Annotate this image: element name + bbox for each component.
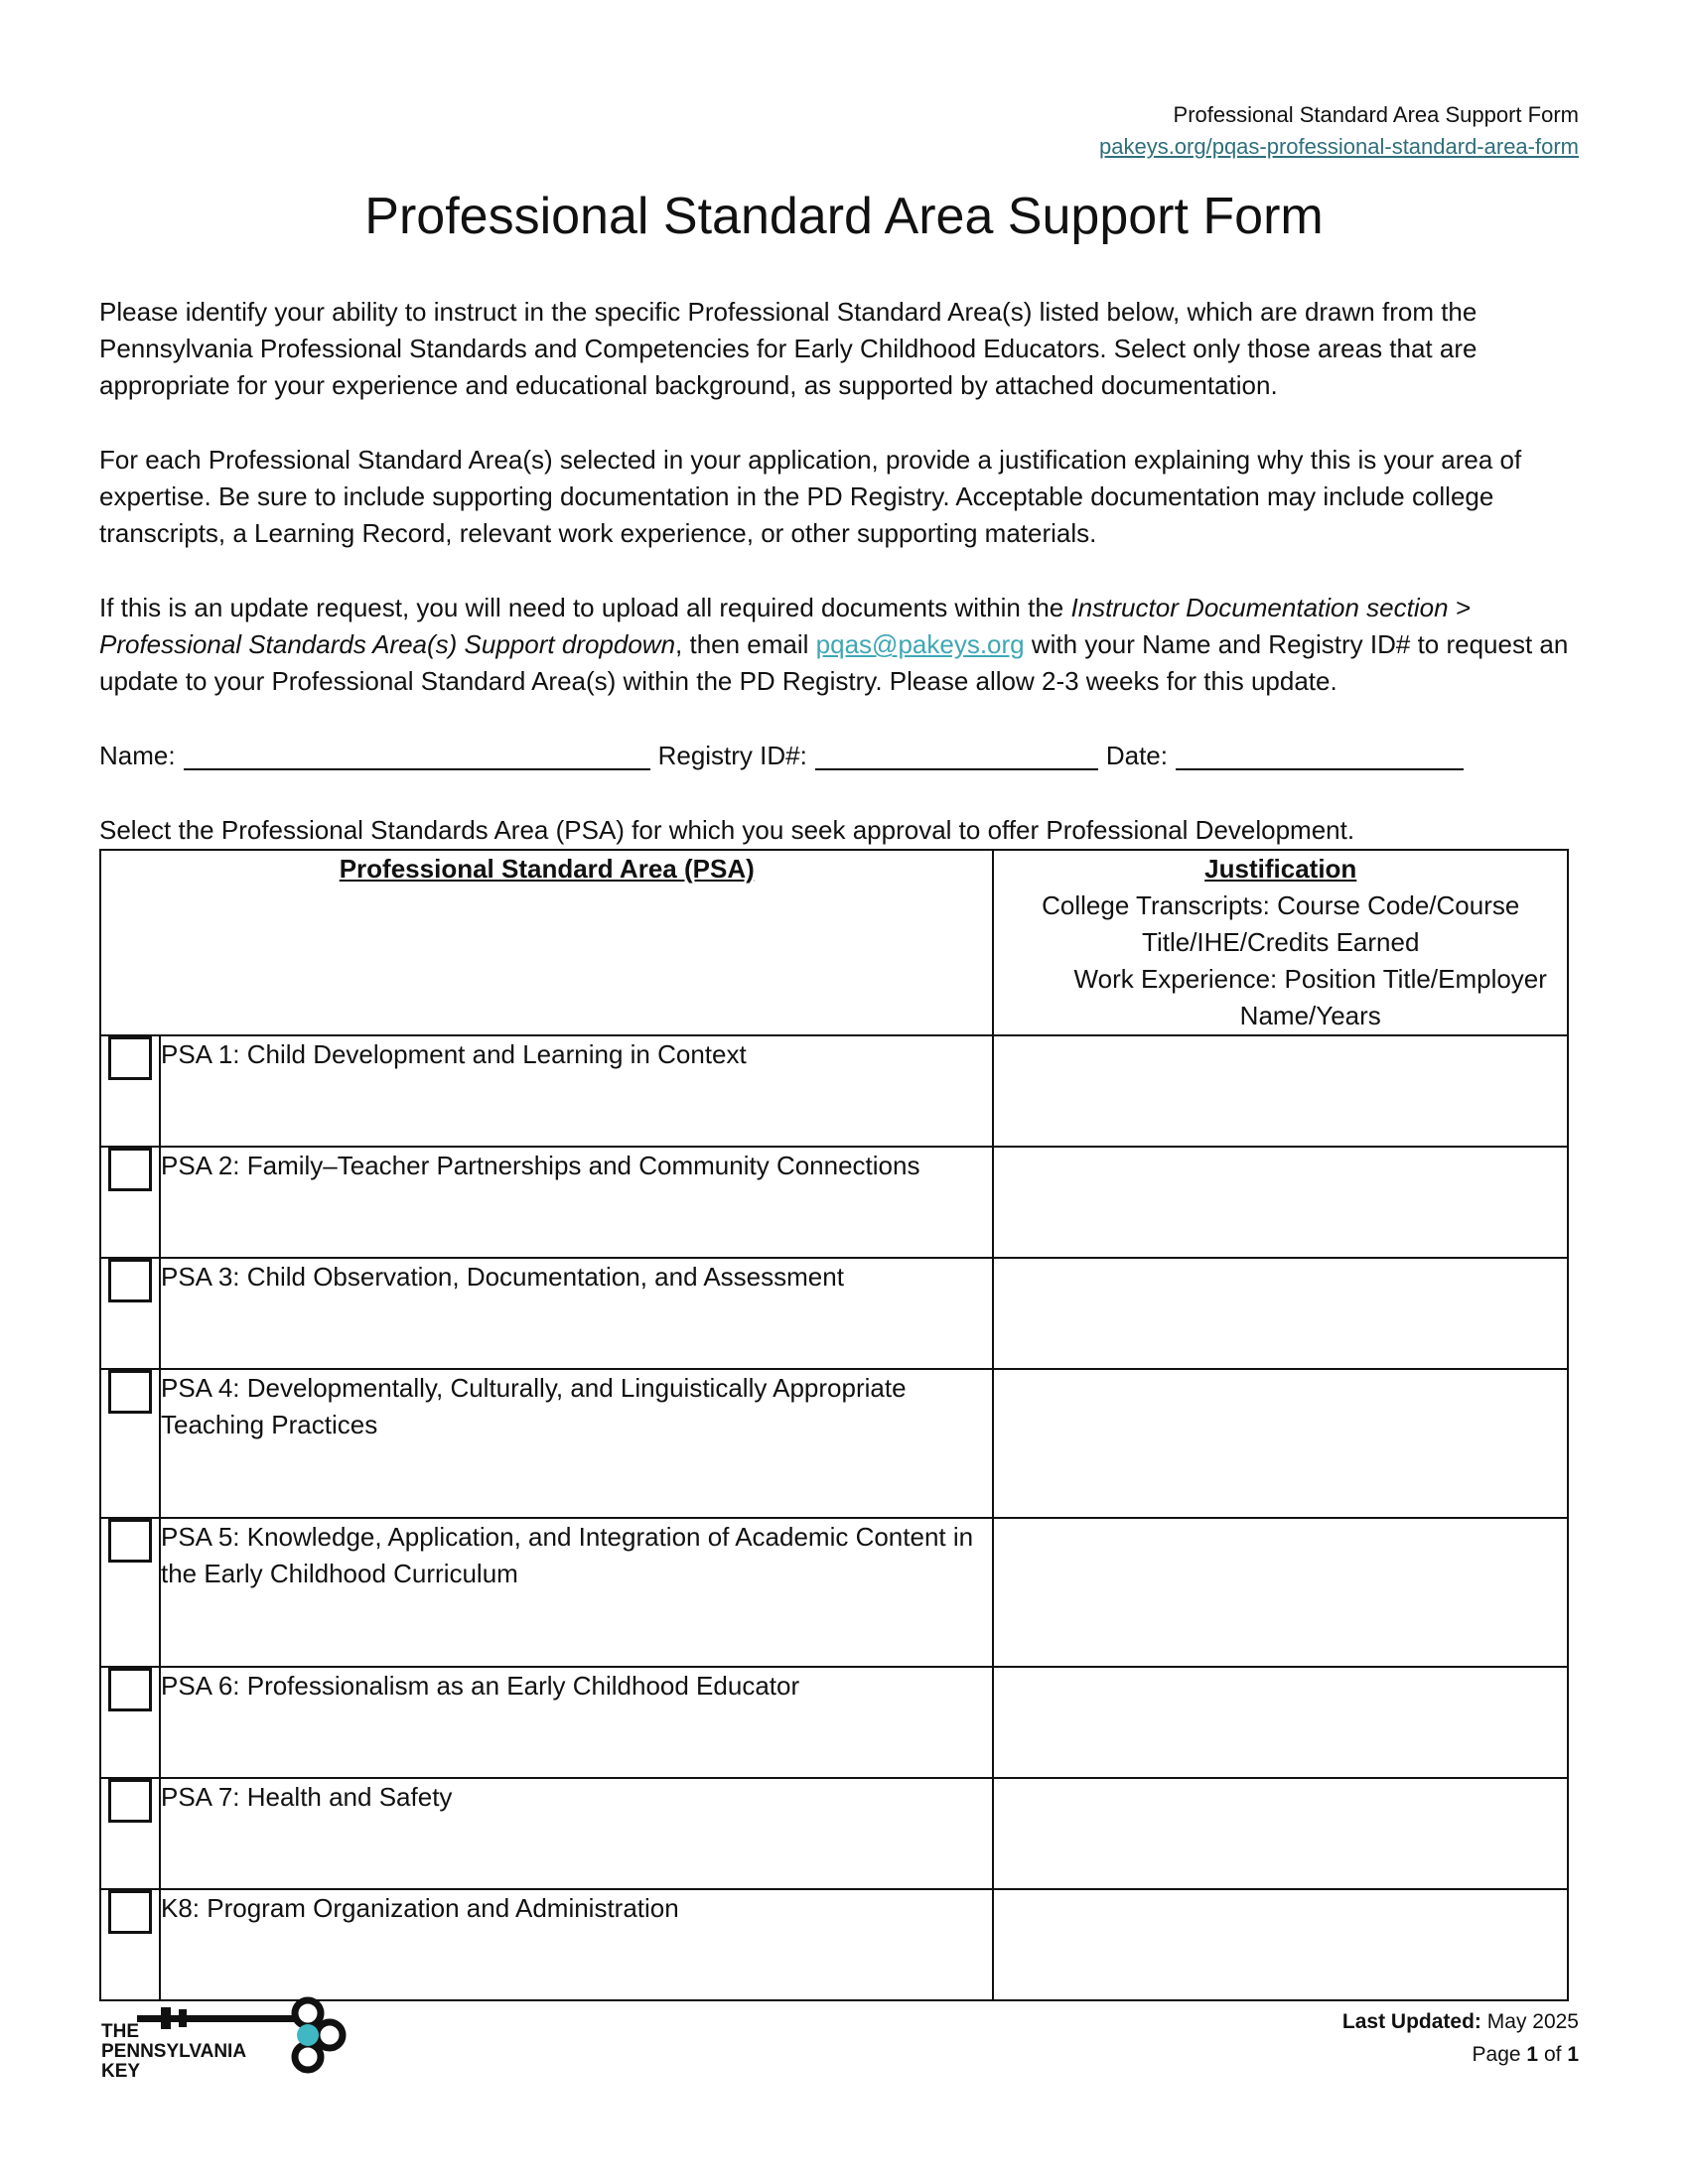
table-row (100, 1667, 1568, 1778)
psa-3-justification-cell[interactable] (993, 1258, 1568, 1369)
update-text-italic: Instructor Documentation section > Professional Standards Area(s) Support dropdown (99, 593, 1471, 659)
page-word: Page (1472, 2043, 1521, 2066)
page-total: 1 (1567, 2043, 1579, 2066)
psa-1-justification-cell[interactable] (993, 1035, 1568, 1147)
date-label: Date: (1105, 741, 1168, 770)
logo-text-pennsylvania: PENNSYLVANIA (101, 2041, 247, 2062)
psa-3-label: PSA 3: Child Observation, Documentation, and Assessment (160, 1258, 993, 1369)
psa-2-checkbox[interactable] (108, 1148, 152, 1191)
update-text-2: , then email (675, 629, 816, 659)
registry-id-label: Registry ID#: (657, 741, 807, 770)
psa-4-justification-cell[interactable] (993, 1369, 1568, 1518)
psa-4-label: PSA 4: Developmentally, Culturally, and Linguistically Appropriate Teaching Practices (160, 1369, 993, 1518)
psa-2-justification-cell[interactable] (993, 1147, 1568, 1258)
area-column-header: Professional Standard Area (PSA) (100, 850, 993, 1035)
registry-id-field[interactable] (815, 739, 1098, 770)
justification-hint-1: College Transcripts: Course Code/Course Title/IHE/Credits Earned (1042, 890, 1520, 957)
update-text-3: with your Name and Registry ID# to request an update to your Professional Standard Area(s) within the PD Registry. Please allow 2-3 weeks for this update. (99, 629, 1569, 696)
psa-6-justification-cell[interactable] (993, 1667, 1568, 1778)
pennsylvania-key-logo (99, 1995, 357, 2095)
key-bow-accent (297, 2024, 319, 2046)
last-updated-label: Last Updated: (1341, 2010, 1481, 2033)
key-tooth (161, 2007, 171, 2029)
page-number (1342, 2038, 1579, 2071)
psa-7-label: PSA 7: Health and Safety (160, 1778, 993, 1889)
psa-5-checkbox[interactable] (108, 1519, 152, 1563)
psa-5-justification-cell[interactable] (993, 1518, 1568, 1667)
key-bow-circle (295, 2000, 321, 2026)
psa-4-checkbox[interactable] (108, 1370, 152, 1414)
psa-3-checkbox[interactable] (108, 1259, 152, 1302)
date-field[interactable] (1176, 739, 1464, 770)
psa-1-checkbox[interactable] (108, 1036, 152, 1080)
of-word: of (1543, 2043, 1562, 2066)
key-bow-circle (317, 2022, 343, 2048)
table-row (100, 1258, 1568, 1369)
k8-checkbox[interactable] (108, 1890, 152, 1934)
logo-text-key: KEY (101, 2061, 141, 2082)
k8-justification-cell[interactable] (993, 1889, 1568, 2000)
update-text-1: If this is an update request, you will need to upload all required documents within the (99, 593, 1071, 622)
email-link[interactable]: pqas@pakeys.org (815, 629, 1025, 659)
psa-7-checkbox[interactable] (108, 1779, 152, 1823)
psa-6-checkbox[interactable] (108, 1668, 152, 1711)
table-row (100, 1778, 1568, 1889)
header-url-link[interactable]: pakeys.org/pqas-professional-standard-area-form (1098, 134, 1579, 159)
psa-7-justification-cell[interactable] (993, 1778, 1568, 1889)
table-row (100, 1147, 1568, 1258)
psa-1-label: PSA 1: Child Development and Learning in Context (160, 1035, 993, 1147)
k8-label: K8: Program Organization and Administration (160, 1889, 993, 2000)
justification-paragraph: For each Professional Standard Area(s) selected in your application, provide a justification explaining why this is your area of expertise. Be sure to include supporting documentation in the PD Registry. Acceptable documentation may include college transcripts, a Learning Record, relevant work experience, or other supporting materials. (99, 445, 1522, 548)
last-updated (1342, 2005, 1579, 2038)
table-row (100, 1369, 1568, 1518)
table-row (100, 1035, 1568, 1147)
key-bow-circle (295, 2044, 321, 2070)
update-paragraph (99, 590, 1589, 700)
key-tooth (179, 2009, 187, 2027)
page-header (1099, 99, 1579, 163)
applicant-fields (99, 738, 1472, 774)
psa-6-label: PSA 6: Professionalism as an Early Childhood Educator (160, 1667, 993, 1778)
table-row (100, 1518, 1568, 1667)
justification-title: Justification (1204, 854, 1357, 884)
psa-5-label: PSA 5: Knowledge, Application, and Integration of Academic Content in the Early Childhood Curriculum (160, 1518, 993, 1667)
page-title: Professional Standard Area Support Form (364, 188, 1324, 245)
justification-column-header (993, 850, 1568, 1035)
page-current: 1 (1526, 2043, 1539, 2066)
justification-hint-2: Work Experience: Position Title/Employer Name/Years (1073, 964, 1547, 1030)
table-row (100, 1889, 1568, 2000)
intro-paragraph: Please identify your ability to instruct in the specific Professional Standard Area(s) listed below, which are drawn from the Pennsylvania Professional Standards and Competencies for Early Childhood Educators. Select only those areas that are appropriate for your experience and educational background, as supported by attached documentation. (99, 297, 1477, 400)
psa-table (99, 849, 1569, 2001)
name-field[interactable] (184, 739, 650, 770)
header-form-name: Professional Standard Area Support Form (1173, 102, 1579, 127)
name-label: Name: (99, 741, 176, 770)
psa-2-label: PSA 2: Family–Teacher Partnerships and Community Connections (160, 1147, 993, 1258)
page-footer (1342, 2005, 1579, 2071)
last-updated-value: May 2025 (1486, 2010, 1579, 2033)
logo-text-the: THE (101, 2021, 139, 2042)
select-instruction: Select the Professional Standards Area (PSA) for which you seek approval to offer Professional Development. (99, 815, 1355, 845)
